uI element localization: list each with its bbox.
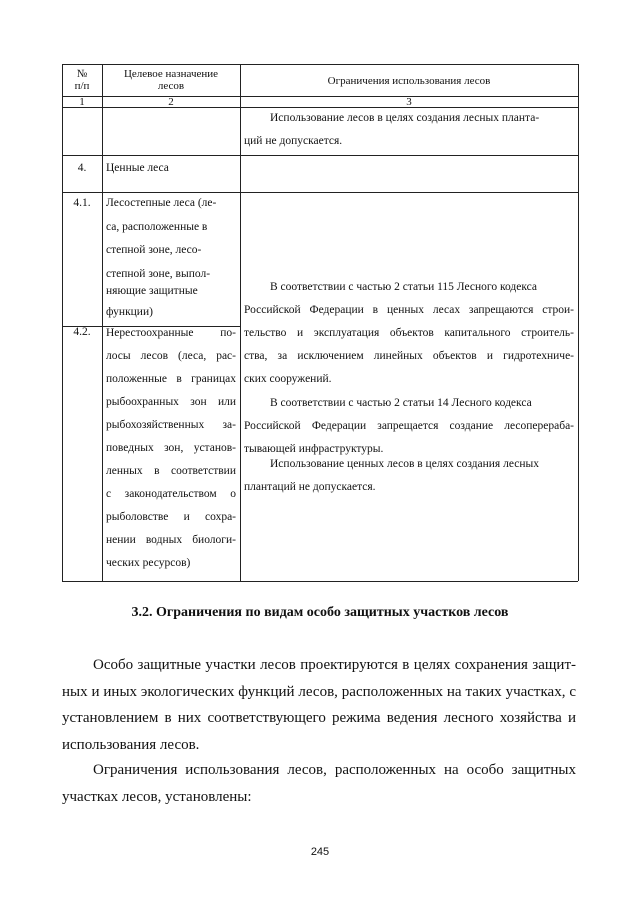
row-purpose-line: няющие защитные	[106, 285, 198, 297]
merged-restriction-line: Российской Федерации запрещается создание лесоперераба-	[244, 420, 574, 432]
table-row-divider	[62, 155, 578, 156]
paragraph-line: Ограничения использования лесов, расположенных на особо защитных	[93, 762, 576, 778]
header-restrictions: Ограничения использования лесов	[327, 75, 491, 87]
col-number: 2	[168, 96, 174, 108]
paragraph-line: Особо защитные участки лесов проектируются в целях сохранения защит-	[93, 657, 576, 673]
merged-restriction-line: В соответствии с частью 2 статьи 115 Лесного кодекса	[270, 281, 538, 293]
table-col-divider	[102, 64, 103, 581]
row-number: 4.1.	[73, 197, 91, 209]
merged-restriction-line: плантаций не допускается.	[244, 481, 376, 493]
merged-restriction-line: Использование ценных лесов в целях создания лесных	[270, 458, 539, 470]
row-purpose-line: поведных зон, установ-	[106, 442, 236, 454]
row-purpose: Ценные леса	[106, 162, 169, 174]
row-purpose-line: функции)	[106, 306, 153, 318]
header-purpose: Целевое назначение лесов	[123, 68, 219, 92]
page-number: 245	[310, 846, 330, 858]
row-purpose-line: степной зоне, выпол-	[106, 267, 211, 280]
row-purpose-line: лосы лесов (леса, рас-	[106, 350, 236, 362]
merged-restriction-line: Российской Федерации в ценных лесах запрещаются строи-	[244, 304, 574, 316]
table-border-top	[62, 64, 578, 65]
row-purpose-line: ческих ресурсов)	[106, 557, 191, 569]
header-num: № п/п	[74, 68, 90, 92]
row-purpose-line: положенные в границах	[106, 373, 236, 385]
table-col-divider	[240, 64, 241, 581]
row-purpose-line: рыбоохранных зон или	[106, 396, 236, 408]
row-purpose-line: нении водных биологи-	[106, 534, 236, 546]
row-purpose-line: Нерестоохранные по-	[106, 327, 236, 339]
merged-restriction-line: В соответствии с частью 2 статьи 14 Лесного кодекса	[270, 397, 532, 409]
merged-restriction-line: тельство и эксплуатация объектов капитального строитель-	[244, 327, 574, 339]
section-heading: 3.2. Ограничения по видам особо защитных участков лесов	[131, 605, 509, 620]
paragraph-line: установлением в них соответствующего режима ведения лесного хозяйства и	[62, 710, 576, 726]
row-purpose-line: са, расположенные в	[106, 220, 208, 233]
cont-restriction-line: Использование лесов в целях создания лесных планта-	[270, 112, 540, 124]
merged-restriction-line: ских сооружений.	[244, 373, 332, 385]
row-purpose-line: ленных в соответствии	[106, 465, 236, 477]
col-number: 1	[79, 96, 85, 108]
row-purpose-line: рыбохозяйственных за-	[106, 419, 236, 431]
row-number: 4.	[77, 162, 87, 174]
table-border-bottom	[62, 581, 578, 582]
paragraph-line: ных и иных экологических функций лесов, расположенных на таких участках, с	[62, 683, 576, 700]
row-purpose-line: рыболовстве и сохра-	[106, 511, 236, 523]
cont-restriction-line: ций не допускается.	[244, 135, 343, 147]
merged-restriction-line: тывающей инфраструктуры.	[244, 443, 384, 455]
table-border-right	[578, 64, 579, 581]
col-number: 3	[406, 96, 412, 108]
row-number: 4.2.	[73, 326, 91, 338]
paragraph-line: использования лесов.	[62, 736, 200, 753]
row-purpose-line: с законодательством о	[106, 488, 236, 500]
paragraph-line: участках лесов, установлены:	[62, 788, 252, 805]
merged-restriction-line: ства, за исключением линейных объектов и гидротехниче-	[244, 350, 574, 362]
row-purpose-line: Лесостепные леса (ле-	[106, 197, 217, 209]
row-purpose-line: степной зоне, лесо-	[106, 244, 202, 256]
